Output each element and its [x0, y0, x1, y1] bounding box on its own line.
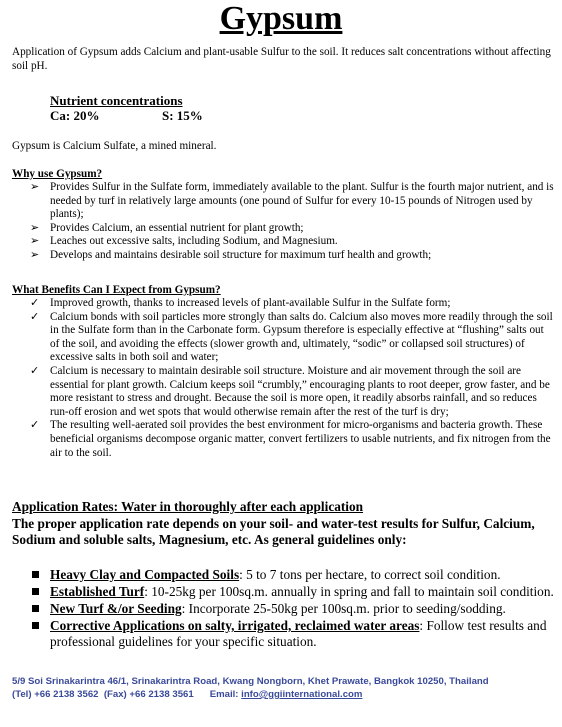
list-item: ✓ The resulting well-aerated soil provides the best environment for micro-organisms and bacteria growth. These beneficial organisms decompose organic matter, convert fertilizers to usable nutrients, and fix nitrogen from the air to the soil. — [30, 419, 551, 459]
intro-paragraph: Application of Gypsum adds Calcium and plant-usable Sulfur to the soil. It reduces salt concentrations without affecting soil pH. — [12, 46, 551, 72]
list-item: ✓ Improved growth, thanks to increased levels of plant-available Sulfur in the Sulfate form; — [30, 297, 451, 309]
nutrient-heading: Nutrient concentrations — [50, 93, 183, 108]
arrow-bullet-icon: ➢ — [30, 221, 40, 234]
benefits-heading: What Benefits Can I Expect from Gypsum? — [12, 284, 221, 296]
application-list — [32, 567, 558, 651]
square-bullet-icon — [32, 588, 39, 595]
checkmark-icon: ✓ — [30, 364, 40, 377]
application-rates-heading: Application Rates: Water in thoroughly after each application — [12, 499, 364, 514]
arrow-bullet-icon: ➢ — [30, 181, 40, 193]
checkmark-icon: ✓ — [30, 419, 40, 432]
email-link[interactable]: info@ggiinternational.com — [241, 689, 363, 700]
list-item: New Turf &/or Seeding: Incorporate 25-50kg per 100sq.m. prior to seeding/sodding. — [32, 601, 558, 617]
arrow-bullet-icon: ➢ — [30, 235, 40, 248]
square-bullet-icon — [32, 622, 39, 629]
application-intro: The proper application rate depends on your soil- and water-test results for Sulfur, Calcium, Sodium and soluble salts, Magnesium, etc. As general guidelines only: — [12, 516, 535, 547]
square-bullet-icon — [32, 605, 39, 612]
why-list — [30, 181, 554, 263]
list-item: Established Turf: 10-25kg per 100sq.m. annually in spring and fall to maintain soil condition. — [32, 584, 558, 600]
footer-contact: (Tel) +66 2138 3562 (Fax) +66 2138 3561 Email: info@ggiinternational.com — [12, 689, 363, 700]
arrow-bullet-icon: ➢ — [30, 248, 40, 261]
sulfur-value: S: 15% — [162, 108, 203, 123]
footer-address: 5/9 Soi Srinakarintra 46/1, Srinakarintra Road, Kwang Nongborn, Khet Prawate, Bangkok 10250, Thailand — [12, 676, 489, 687]
square-bullet-icon — [32, 571, 39, 578]
nutrient-concentrations — [50, 93, 203, 123]
list-item: Heavy Clay and Compacted Soils: 5 to 7 tons per hectare, to correct soil condition. — [32, 567, 558, 583]
checkmark-icon: ✓ — [30, 310, 40, 323]
footer — [12, 675, 558, 701]
list-item: ✓ Calcium bonds with soil particles more strongly than salts do. Calcium also moves more readily through the soil in the Sulfate form than in the Carbonate form. Gypsum therefore is especially effective at “flushing” salts out of the soil, and avoiding the effects (slower growth and, ultimately, “sodic” or collapsed soil structures) of excessive salts in both soil and water; — [30, 310, 553, 364]
nutrient-values — [50, 108, 203, 123]
list-item: ➢ Provides Sulfur in the Sulfate form, immediately available to the plant. Sulfur is the fourth major nutrient, and is needed by turf in relatively large amounts (one pound of Sulfur for every 10-15 pounds of Nitrogen used by plants); — [30, 181, 554, 221]
checkmark-icon: ✓ — [30, 297, 40, 309]
why-heading: Why use Gypsum? — [12, 168, 103, 180]
list-item: Corrective Applications on salty, irrigated, reclaimed water areas: Follow test results and professional guidelines for your specific situation. — [32, 618, 558, 650]
list-item: ➢ Develops and maintains desirable soil structure for maximum turf health and growth; — [30, 248, 432, 261]
benefits-list — [30, 297, 554, 460]
list-item: ➢ Leaches out excessive salts, including Sodium, and Magnesium. — [30, 235, 338, 248]
list-item: ✓ Calcium is necessary to maintain desirable soil structure. Moisture and air movement through the soil are essential for plant growth. Calcium keeps soil “crumbly,” encouraging plants to root deeper, grow faster, and be more resistant to stress and drought. Because the soil is more open, it readily absorbs rainfall, and so reduces run-off erosion and wet spots that would otherwise remain after the rest of the turf is dry; — [30, 364, 550, 418]
list-item: ➢ Provides Calcium, an essential nutrient for plant growth; — [30, 221, 304, 234]
mineral-line: Gypsum is Calcium Sulfate, a mined mineral. — [12, 140, 217, 152]
page-title: Gypsum — [219, 0, 343, 37]
calcium-value: Ca: 20% — [50, 108, 100, 123]
